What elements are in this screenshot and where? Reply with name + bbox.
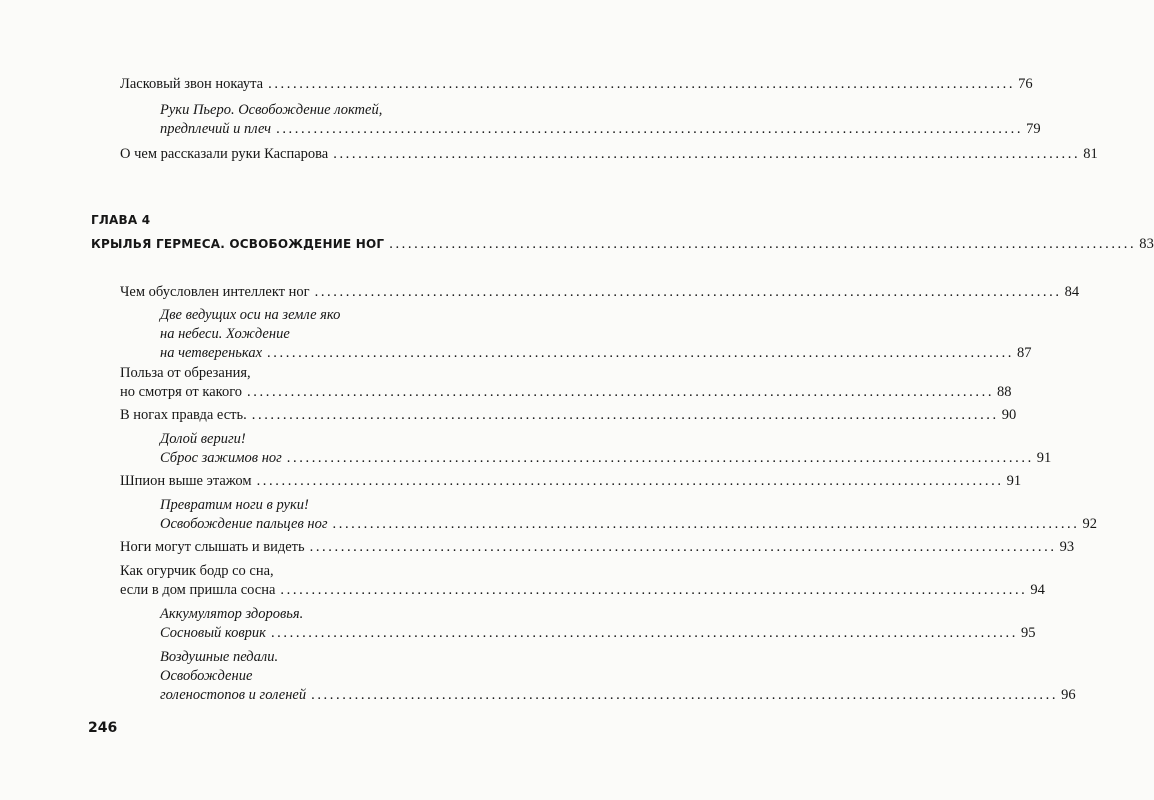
toc-entry (120, 145, 1098, 164)
toc-entry (160, 101, 1041, 139)
leader-dots: ........................................................................................................................ (333, 146, 1081, 162)
entry-title: Как огурчик бодр со сна, (120, 563, 274, 579)
leader-dots: ........................................................................................................................ (309, 539, 1057, 555)
chapter-title: КРЫЛЬЯ ГЕРМЕСА. ОСВОБОЖДЕНИЕ НОГ (91, 237, 385, 251)
entry-title: Шпион выше этажом (120, 473, 252, 489)
toc-entry (120, 75, 1033, 94)
chapter-page: 83 (1139, 236, 1154, 252)
entry-title: Превратим ноги в руки! (160, 497, 309, 513)
entry-page: 91 (1036, 450, 1052, 466)
toc-entry (120, 538, 1075, 557)
leader-dots: ........................................................................................................................ (280, 582, 1028, 598)
entry-title: Две ведущих оси на земле яко (160, 307, 341, 323)
leader-dots: ........................................................................................................................ (314, 284, 1062, 300)
leader-dots: ........................................................................................................................ (267, 345, 1015, 361)
leader-dots: ........................................................................................................................ (389, 236, 1137, 252)
entry-title: но смотря от какого (120, 384, 243, 400)
entry-title: О чем рассказали руки Каспарова (120, 146, 329, 162)
entry-title: Освобождение пальцев ног (160, 516, 328, 532)
entry-title: Освобождение (160, 668, 253, 684)
entry-page: 95 (1020, 625, 1036, 641)
toc-entry (160, 306, 1032, 363)
leader-dots: ........................................................................................................................ (286, 450, 1034, 466)
entry-title: на четвереньках (160, 345, 263, 361)
entry-title: Воздушные педали. (160, 649, 279, 665)
leader-dots: ........................................................................................................................ (270, 625, 1018, 641)
entry-page: 91 (1006, 473, 1022, 489)
entry-title: Сосновый коврик (160, 625, 266, 641)
entry-page: 90 (1001, 407, 1017, 423)
leader-dots: ........................................................................................................................ (251, 407, 999, 423)
entry-title: если в дом пришла сосна (120, 582, 276, 598)
leader-dots: ........................................................................................................................ (311, 687, 1059, 703)
toc-entry (120, 364, 1012, 402)
toc-entry (160, 430, 1052, 468)
entry-page: 81 (1083, 146, 1098, 162)
entry-page: 96 (1061, 687, 1076, 703)
entry-page: 87 (1017, 345, 1032, 361)
entry-title: Чем обусловлен интеллект ног (120, 284, 310, 300)
page-number: 246 (88, 720, 118, 736)
entry-page: 93 (1059, 539, 1075, 555)
entry-title: на небеси. Хождение (160, 326, 290, 342)
chapter-heading (91, 236, 1154, 253)
entry-page: 94 (1030, 582, 1045, 598)
leader-dots: ........................................................................................................................ (332, 516, 1080, 532)
leader-dots: ........................................................................................................................ (268, 76, 1016, 92)
toc-entry (120, 406, 1017, 425)
toc-entry (160, 648, 1076, 705)
entry-title: Ноги могут слышать и видеть (120, 539, 305, 555)
entry-title: В ногах правда есть. (120, 407, 247, 423)
toc-entry (120, 283, 1080, 302)
leader-dots: ........................................................................................................................ (247, 384, 995, 400)
chapter-label: ГЛАВА 4 (91, 213, 151, 227)
entry-page: 76 (1018, 76, 1033, 92)
entry-page: 84 (1064, 284, 1080, 300)
entry-title: Польза от обрезания, (120, 365, 251, 381)
entry-title: Долой вериги! (160, 431, 246, 447)
entry-page: 79 (1026, 121, 1041, 137)
entry-title: Руки Пьеро. Освобождение локтей, (160, 102, 383, 118)
entry-title: предплечий и плеч (160, 121, 272, 137)
leader-dots: ........................................................................................................................ (256, 473, 1004, 489)
entry-title: Аккумулятор здоровья. (160, 606, 304, 622)
entry-page: 92 (1082, 516, 1097, 532)
entry-title: Сброс зажимов ног (160, 450, 282, 466)
toc-entry (120, 472, 1022, 491)
entry-page: 88 (997, 384, 1012, 400)
entry-title: голеностопов и голеней (160, 687, 307, 703)
toc-entry (160, 496, 1097, 534)
leader-dots: ........................................................................................................................ (276, 121, 1024, 137)
toc-entry (120, 562, 1045, 600)
toc-entry (160, 605, 1036, 643)
entry-title: Ласковый звон нокаута (120, 76, 264, 92)
